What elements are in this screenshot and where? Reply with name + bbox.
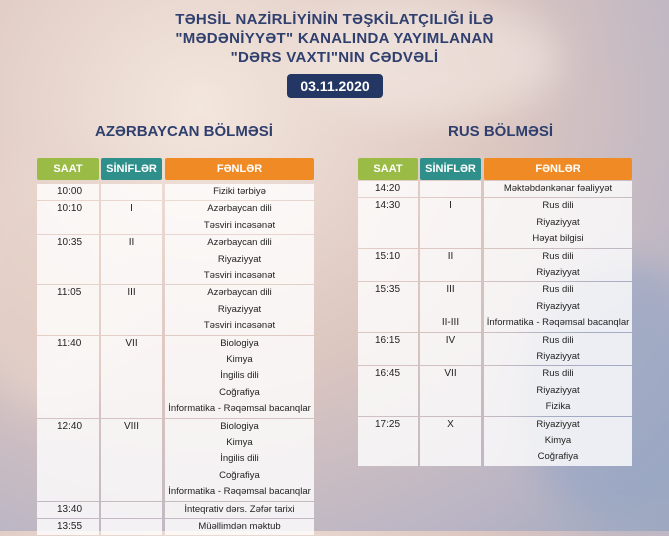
time-value: 10:00 <box>57 186 83 197</box>
subjects-list <box>484 417 632 466</box>
table-row <box>358 198 632 247</box>
subjects-list <box>484 181 632 197</box>
time-value: 10:10 <box>57 203 83 215</box>
table-row <box>358 417 632 466</box>
subject-item: Azərbaycan dili <box>207 287 272 299</box>
time-value: 13:55 <box>57 520 83 532</box>
class-value: I <box>449 200 452 212</box>
rus-section-title: RUS BÖLMƏSİ <box>448 123 554 140</box>
subject-item: İnformatika - Rəqəmsal bacanqlar <box>168 486 311 498</box>
subject-item: Məktəbdənkənar fəaliyyət <box>503 183 613 194</box>
title-line-3: "DƏRS VAXTI"NIN CƏDVƏLİ <box>230 49 439 66</box>
class-cell <box>101 519 162 535</box>
class-value: II <box>447 250 454 262</box>
subject-item: Təsviri incəsənət <box>203 219 276 231</box>
subject-item: Müəllimdən məktub <box>198 520 281 532</box>
subject-item: Rus dili <box>542 284 574 296</box>
subject-item: Riyaziyyat <box>536 300 580 312</box>
class-cell <box>420 181 481 197</box>
subject-item: İngilis dili <box>220 370 259 382</box>
subjects-list <box>165 336 314 418</box>
class-value: VIII <box>123 420 139 432</box>
rus-header-saat: SAAT <box>358 158 418 180</box>
time-value: 17:25 <box>375 418 401 430</box>
subjects-list <box>165 502 314 518</box>
table-row <box>37 184 314 200</box>
time-value: 12:40 <box>57 420 83 432</box>
time-value: 13:40 <box>57 503 83 515</box>
subjects-list <box>484 198 632 247</box>
subject-item: Həyat bilgisi <box>532 233 584 245</box>
subject-item: Biologiya <box>220 420 259 432</box>
subject-item: Riyaziyyat <box>536 350 580 362</box>
class-value: II <box>128 237 135 249</box>
time-value: 16:15 <box>375 334 401 346</box>
table-row <box>37 519 314 535</box>
table-row <box>37 419 314 501</box>
subjects-list <box>484 282 632 331</box>
subject-item: Fiziki tərbiyə <box>213 186 266 197</box>
subjects-list <box>484 249 632 282</box>
table-row <box>358 249 632 282</box>
subjects-list <box>165 285 314 334</box>
subject-item: Rus dili <box>542 250 574 262</box>
subject-item: Təsviri incəsənət <box>203 269 276 281</box>
time-value: 14:30 <box>375 200 401 212</box>
table-row <box>37 502 314 518</box>
subject-item: İnteqrativ dərs. Zəfər tarixi <box>184 503 295 515</box>
subject-item: Kimya <box>226 436 253 448</box>
class-value: III <box>446 284 455 296</box>
time-value: 16:45 <box>375 368 401 380</box>
subjects-list <box>165 201 314 234</box>
subject-item: Azərbaycan dili <box>207 203 272 215</box>
table-row <box>358 366 632 415</box>
title-line-2: "MƏDƏNİYYƏT" KANALINDA YAYIMLANAN <box>175 30 494 47</box>
rus-schedule-table <box>358 181 632 467</box>
table-row <box>37 336 314 418</box>
date-badge: 03.11.2020 <box>287 74 383 98</box>
subject-item: Azərbaycan dili <box>207 237 272 249</box>
az-section-title: AZƏRBAYCAN BÖLMƏSİ <box>95 123 273 140</box>
az-header-sinifler: SİNİFLƏR <box>101 158 162 180</box>
subject-item: İnformatika - Rəqəmsal bacanqlar <box>168 403 311 415</box>
subjects-list <box>165 419 314 501</box>
subject-item: Fizika <box>545 401 571 413</box>
table-row <box>358 282 632 331</box>
az-schedule-table <box>37 184 314 536</box>
subject-item: Riyaziyyat <box>536 418 580 430</box>
subjects-list <box>165 184 314 200</box>
table-row <box>37 235 314 284</box>
table-row <box>358 333 632 366</box>
subject-item: Riyaziyyat <box>217 303 262 315</box>
subject-item: Biologiya <box>220 337 259 349</box>
time-value: 11:40 <box>57 337 82 349</box>
table-row <box>358 181 632 197</box>
class-value: IV <box>445 334 456 346</box>
class-value: VII <box>444 368 457 380</box>
time-value: 11:05 <box>57 287 82 299</box>
rus-header-fenler: FƏNLƏR <box>484 158 632 180</box>
subject-item: Coğrafiya <box>219 469 260 481</box>
subject-item: İnformatika - Rəqəmsal bacanqlar <box>486 317 630 329</box>
subject-item: Coğrafiya <box>219 386 260 398</box>
class-cell <box>101 502 162 518</box>
table-row <box>37 285 314 334</box>
subjects-list <box>165 235 314 284</box>
class-value: VII <box>125 337 138 349</box>
subject-item: İngilis dili <box>220 453 259 465</box>
az-header-fenler: FƏNLƏR <box>165 158 314 180</box>
subjects-list <box>484 333 632 366</box>
subject-item: Rus dili <box>542 368 574 380</box>
time-value: 15:10 <box>375 250 401 262</box>
class-value: X <box>447 418 454 430</box>
subject-item: Riyaziyyat <box>217 253 262 265</box>
subject-item: Kimya <box>226 353 253 365</box>
time-value: 15:35 <box>375 284 401 296</box>
subject-item: Rus dili <box>542 334 574 346</box>
title-line-1: TƏHSİL NAZİRLİYİNİN TƏŞKİLATÇILIĞI İLƏ <box>175 11 494 28</box>
class-value: III <box>127 287 136 299</box>
class-cell <box>101 184 162 200</box>
subject-item: Riyaziyyat <box>536 216 580 228</box>
time-value: 14:20 <box>375 183 401 194</box>
extra-class-value: II-III <box>441 317 460 329</box>
table-row <box>37 201 314 234</box>
subject-item: Təsviri incəsənət <box>203 320 276 332</box>
class-value: I <box>130 203 133 215</box>
az-header-saat: SAAT <box>37 158 99 180</box>
subjects-list <box>165 519 314 535</box>
subject-item: Kimya <box>544 434 572 446</box>
rus-header-sinifler: SİNİFLƏR <box>420 158 481 180</box>
subject-item: Riyaziyyat <box>536 384 580 396</box>
subject-item: Coğrafiya <box>537 451 579 463</box>
schedule-title <box>0 10 669 67</box>
time-value: 10:35 <box>57 237 83 249</box>
subject-item: Riyaziyyat <box>536 266 580 278</box>
subjects-list <box>484 366 632 415</box>
subject-item: Rus dili <box>542 200 574 212</box>
